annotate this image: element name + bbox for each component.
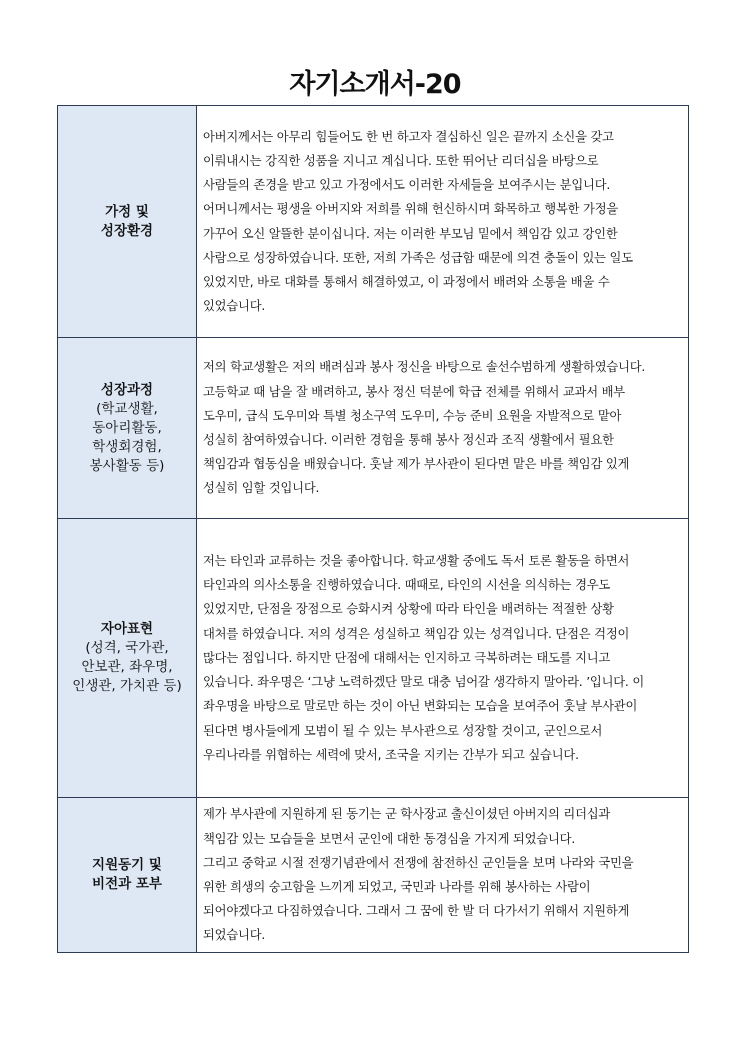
- section-body: [197, 106, 689, 338]
- section-label: [58, 338, 197, 519]
- body-line: 있습니다. 좌우명은 ‘그냥 노력하겠단 말로 대충 넘어갈 생각하지 말아라. ’입니다. 이: [203, 675, 645, 690]
- section-label: [58, 519, 197, 798]
- body-line: 가꾸어 오신 알뜰한 분이십니다. 저는 이러한 부모님 밑에서 책임감 있고 강인한: [203, 226, 618, 241]
- section-body: [197, 338, 689, 519]
- body-line: 되어야겠다고 다짐하였습니다. 그래서 그 꿈에 한 발 더 다가서기 위해서 지원하게: [203, 904, 630, 919]
- section-subtitle: 동아리활동,: [92, 419, 162, 436]
- self-introduction-table: [57, 105, 689, 953]
- body-line: 어머니께서는 평생을 아버지와 저희를 위해 헌신하시며 화목하고 행복한 가정을: [203, 202, 619, 217]
- body-line: 저는 타인과 교류하는 것을 좋아합니다. 학교생활 중에도 독서 토론 활동을 하면서: [203, 554, 630, 569]
- body-line: 아버지께서는 아무리 힘들어도 한 번 하고자 결심하신 일은 끝까지 소신을 갖고: [203, 129, 614, 144]
- section-label: [58, 106, 197, 338]
- body-line: 사람으로 성장하였습니다. 또한, 저희 가족은 성급함 때문에 의견 충돌이 있는 일도: [203, 250, 633, 265]
- body-line: 위한 희생의 숭고함을 느끼게 되었고, 국민과 나라를 위해 봉사하는 사람이: [203, 880, 591, 894]
- body-line: 있었습니다.: [203, 299, 266, 314]
- heading-line: 성장환경: [100, 222, 154, 239]
- body-line: 되었습니다.: [203, 928, 266, 943]
- body-line: 고등학교 때 남을 잘 배려하고, 봉사 정신 덕분에 학급 전체를 위해서 교과서 배부: [203, 384, 625, 399]
- body-line: 그리고 중학교 시절 전쟁기념관에서 전쟁에 참전하신 군인들을 보며 나라와 국민을: [203, 855, 634, 870]
- body-line: 있었지만, 바로 대화를 통해서 해결하였고, 이 과정에서 배려와 소통을 배울 수: [203, 274, 610, 289]
- document-title: 자기소개서-20: [289, 69, 461, 100]
- heading-line: 비전과 포부: [92, 876, 162, 892]
- body-line: 책임감과 협동심을 배웠습니다. 훗날 제가 부사관이 된다면 맡은 바를 책임감 있게: [203, 457, 630, 472]
- body-line: 성실히 참여하였습니다. 이러한 경험을 통해 봉사 정신과 조직 생활에서 필요한: [203, 433, 614, 447]
- section-subtitle: (성격, 국가관,: [85, 640, 169, 656]
- section-subtitle: 인생관, 가치관 등): [72, 678, 182, 694]
- section-body: [197, 519, 689, 798]
- section-body: [197, 798, 689, 953]
- body-line: 저의 학교생활은 저의 배려심과 봉사 정신을 바탕으로 솔선수범하게 생활하였습니다.: [203, 360, 646, 375]
- body-line: 있었지만, 단점을 장점으로 승화시켜 상황에 따라 타인을 배려하는 적절한 상황: [203, 602, 614, 617]
- body-line: 많다는 점입니다. 하지만 단점에 대해서는 인지하고 극복하려는 태도를 지니고: [203, 650, 611, 665]
- body-line: 좌우명을 바탕으로 말로만 하는 것이 아닌 변화되는 모습을 보여주어 훗날 부사관이: [203, 699, 638, 714]
- section-row: [58, 519, 689, 798]
- body-line: 제가 부사관에 지원하게 된 동기는 군 학사장교 출신이셨던 아버지의 리더십과: [203, 807, 611, 822]
- section-heading: [59, 856, 195, 894]
- section-subtitle: 봉사활동 등): [89, 457, 165, 474]
- section-subtitle: 안보관, 좌우명,: [81, 659, 173, 675]
- heading-line: 지원동기 및: [92, 857, 162, 873]
- body-line: 이뤄내시는 강직한 성품을 지니고 계십니다. 또한 뛰어난 리더십을 바탕으로: [203, 153, 599, 168]
- body-line: 성실히 임할 것입니다.: [203, 481, 320, 496]
- section-heading: 성장과정: [100, 381, 154, 398]
- body-line: 타인과의 의사소통을 진행하였습니다. 때때로, 타인의 시선을 의식하는 경우도: [203, 578, 611, 593]
- body-line: 된다면 병사들에게 모범이 될 수 있는 부사관으로 성장할 것이고, 군인으로서: [203, 723, 603, 738]
- section-heading: 자아표현: [100, 621, 154, 637]
- section-label: [58, 798, 197, 953]
- body-line: 사람들의 존경을 받고 있고 가정에서도 이러한 자세들을 보여주시는 분입니다.: [203, 178, 611, 193]
- body-line: 우리나라를 위협하는 세력에 맞서, 조국을 지키는 간부가 되고 싶습니다.: [203, 747, 579, 762]
- body-line: 대처를 하였습니다. 저의 성격은 성실하고 책임감 있는 성격입니다. 단점은 걱정이: [203, 626, 630, 641]
- section-row: [58, 338, 689, 519]
- heading-line: 가정 및: [105, 203, 149, 220]
- section-subtitle: (학교생활,: [96, 400, 158, 417]
- body-line: 책임감 있는 모습들을 보면서 군인에 대한 동경심을 가지게 되었습니다.: [203, 831, 576, 846]
- section-row: [58, 106, 689, 338]
- body-line: 도우미, 급식 도우미와 특별 청소구역 도우미, 수능 준비 요원을 자발적으로 맡아: [203, 408, 622, 423]
- section-row: [58, 798, 689, 953]
- section-heading: [59, 203, 195, 241]
- section-subtitle: 학생회경험,: [92, 438, 162, 455]
